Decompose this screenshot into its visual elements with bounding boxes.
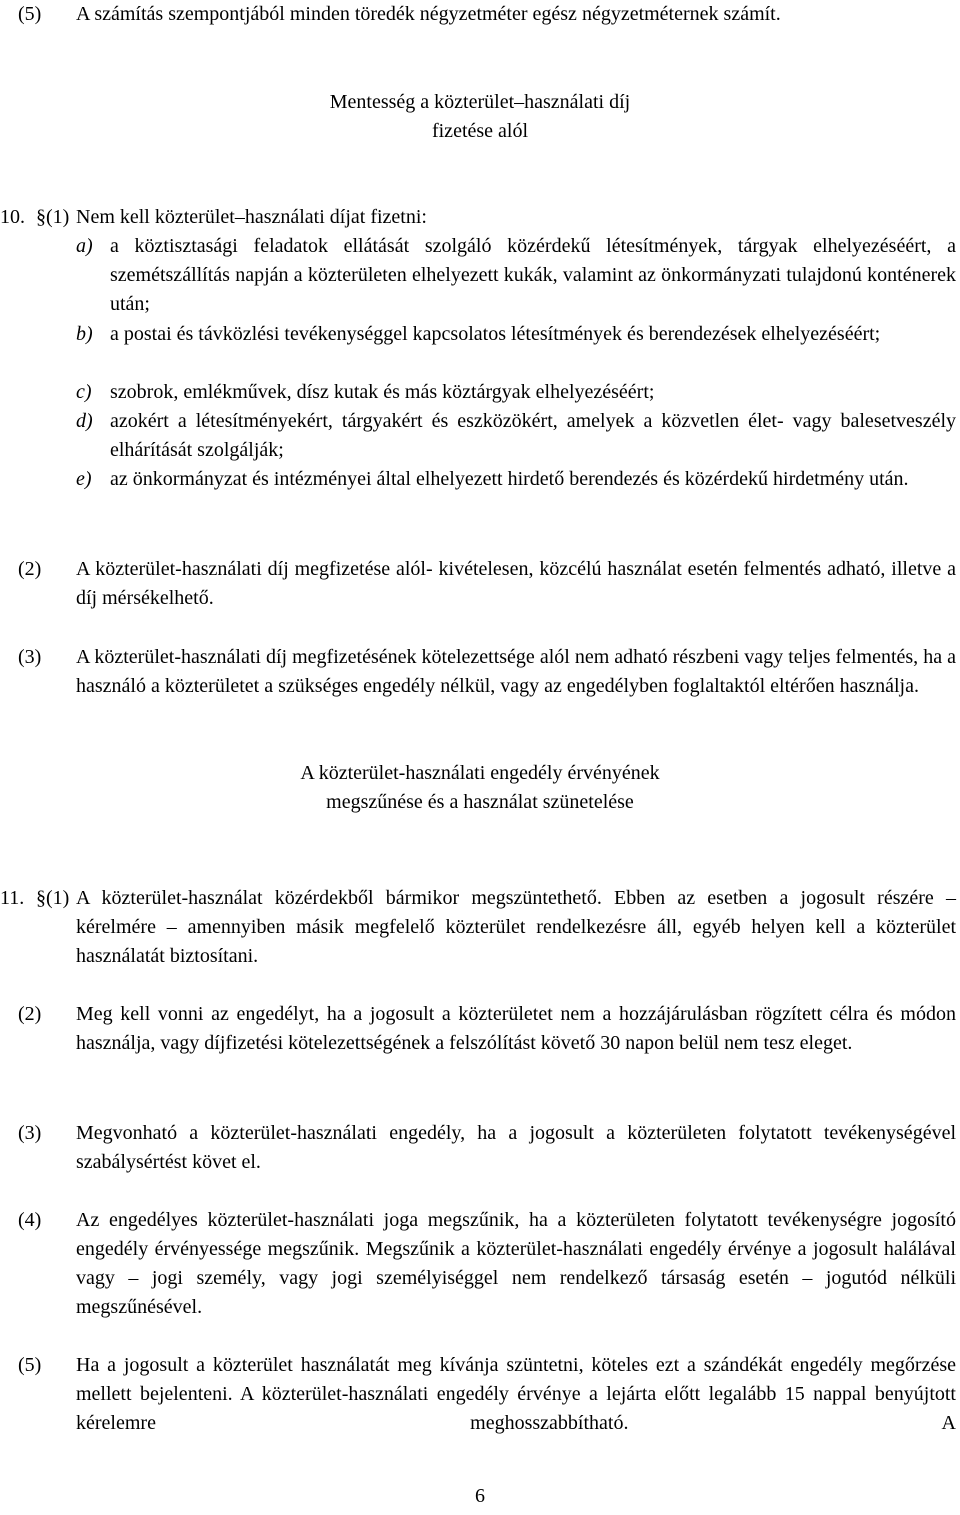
paragraph-number: (4) [18,1209,42,1231]
section-number: 11. [0,887,25,909]
page-number: 6 [475,1485,485,1507]
section-heading-exemption [0,88,960,146]
section-11-paragraph-2 [18,1000,956,1058]
section-number: 10. [0,206,25,228]
list-item [76,378,956,407]
section-11-paragraph-5 [18,1351,956,1438]
paragraph-number: §(1) [36,887,70,909]
list-item-text: az önkormányzat és intézményei által elhelyezett hirdető berendezés és közérdekű hirdetmény után. [110,468,909,490]
heading-line: Mentesség a közterület–használati díj [329,91,631,113]
section-11-paragraph-4 [18,1206,956,1322]
paragraph-text: A közterület-használat közérdekből bármikor megszüntethető. Ebben az esetben a jogosult részére – kérelmére – amennyiben másik megfelelő közterület rendelkezésre áll, egyéb helyen kell a közterület használatát biztosítani. [76,887,956,967]
paragraph-text: Az engedélyes közterület-használati joga megszűnik, ha a közterületen folytatott tevékenységre jogosító engedély érvényessége megszűnik. Megszűnik a közterület-használati engedély érvénye a jogosult halálával vagy – jogi személy, vagy jogi személyiséggel nem rendelkező társaság esetén – jogutód nélküli megszűnésével. [76,1209,956,1318]
list-item-text: a postai és távközlési tevékenységgel kapcsolatos létesítmények és berendezések elhelyezéséért; [110,323,881,345]
section-11-paragraph-3 [18,1119,956,1177]
heading-line: megszűnése és a használat szünetelése [326,791,634,813]
paragraph-text: A közterület-használati díj megfizetése alól- kivételesen, közcélú használat esetén felmentés adható, illetve a díj mérsékelhető. [76,558,956,609]
paragraph-number: (2) [18,558,42,580]
section-10-paragraph-2 [18,555,956,613]
paragraph-text: Megvonható a közterület-használati engedély, ha a jogosult a közterületen folytatott tevékenységével szabálysértést követ el. [76,1122,956,1173]
list-item-label: e) [76,468,92,490]
section-10-paragraph-3 [18,643,956,701]
heading-line: A közterület-használati engedély érvényének [300,762,660,784]
paragraph-number: (5) [18,1354,42,1376]
paragraph-text: Meg kell vonni az engedélyt, ha a jogosult a közterületet nem a hozzájárulásban rögzített célra és módon használja, vagy díjfizetési kötelezettségének a felszólítást követő 30 napon belül nem tesz eleget. [76,1003,956,1054]
paragraph-text: A számítás szempontjából minden töredék négyzetméter egész négyzetméternek számít. [76,3,781,25]
section-11-paragraph-1 [0,884,956,971]
list-item [76,465,956,494]
paragraph-text: Nem kell közterület–használati díjat fizetni: [76,206,427,228]
paragraph-number: (3) [18,646,42,668]
heading-line: fizetése alól [431,120,529,142]
paragraph-number: (3) [18,1122,42,1144]
section-heading-termination [0,759,960,817]
paragraph-text: A közterület-használati díj megfizetésének kötelezettsége alól nem adható részbeni vagy teljes felmentés, ha a használó a közterületet a szükséges engedély nélkül, vagy az engedélyben foglaltaktól eltérően használja. [76,646,956,697]
list-item-label: d) [76,410,93,432]
paragraph-text: Ha a jogosult a közterület használatát meg kívánja szüntetni, köteles ezt a szándékát engedély megőrzése mellett bejelenteni. A közterület-használati engedély érvénye a lejárta előtt legalább 15 nappal benyújtott kérelemre meghosszabbítható. A [76,1354,956,1434]
list-item-text: szobrok, emlékművek, dísz kutak és más köztárgyak elhelyezéséért; [110,381,655,403]
paragraph-number: (2) [18,1003,42,1025]
paragraph-number: (5) [18,3,42,25]
list-item [76,232,956,319]
paragraph-number: §(1) [36,206,70,228]
paragraph-5 [18,0,956,29]
list-item-text: a köztisztasági feladatok ellátását szolgáló közérdekű létesítmények, tárgyak elhelyezéséért, a szemétszállítás napján a közterületen elhelyezett kukák, valamint az önkormányzati tulajdonú konténerek után; [110,235,956,315]
list-item [76,320,956,349]
list-item [76,407,956,465]
list-item-label: b) [76,323,93,345]
section-10-paragraph-1 [0,203,956,232]
list-item-label: a) [76,235,93,257]
list-item-text: azokért a létesítményekért, tárgyakért és eszközökért, amelyek a közvetlen élet- vagy balesetveszély elhárítását szolgálják; [110,410,956,461]
list-item-label: c) [76,381,92,403]
